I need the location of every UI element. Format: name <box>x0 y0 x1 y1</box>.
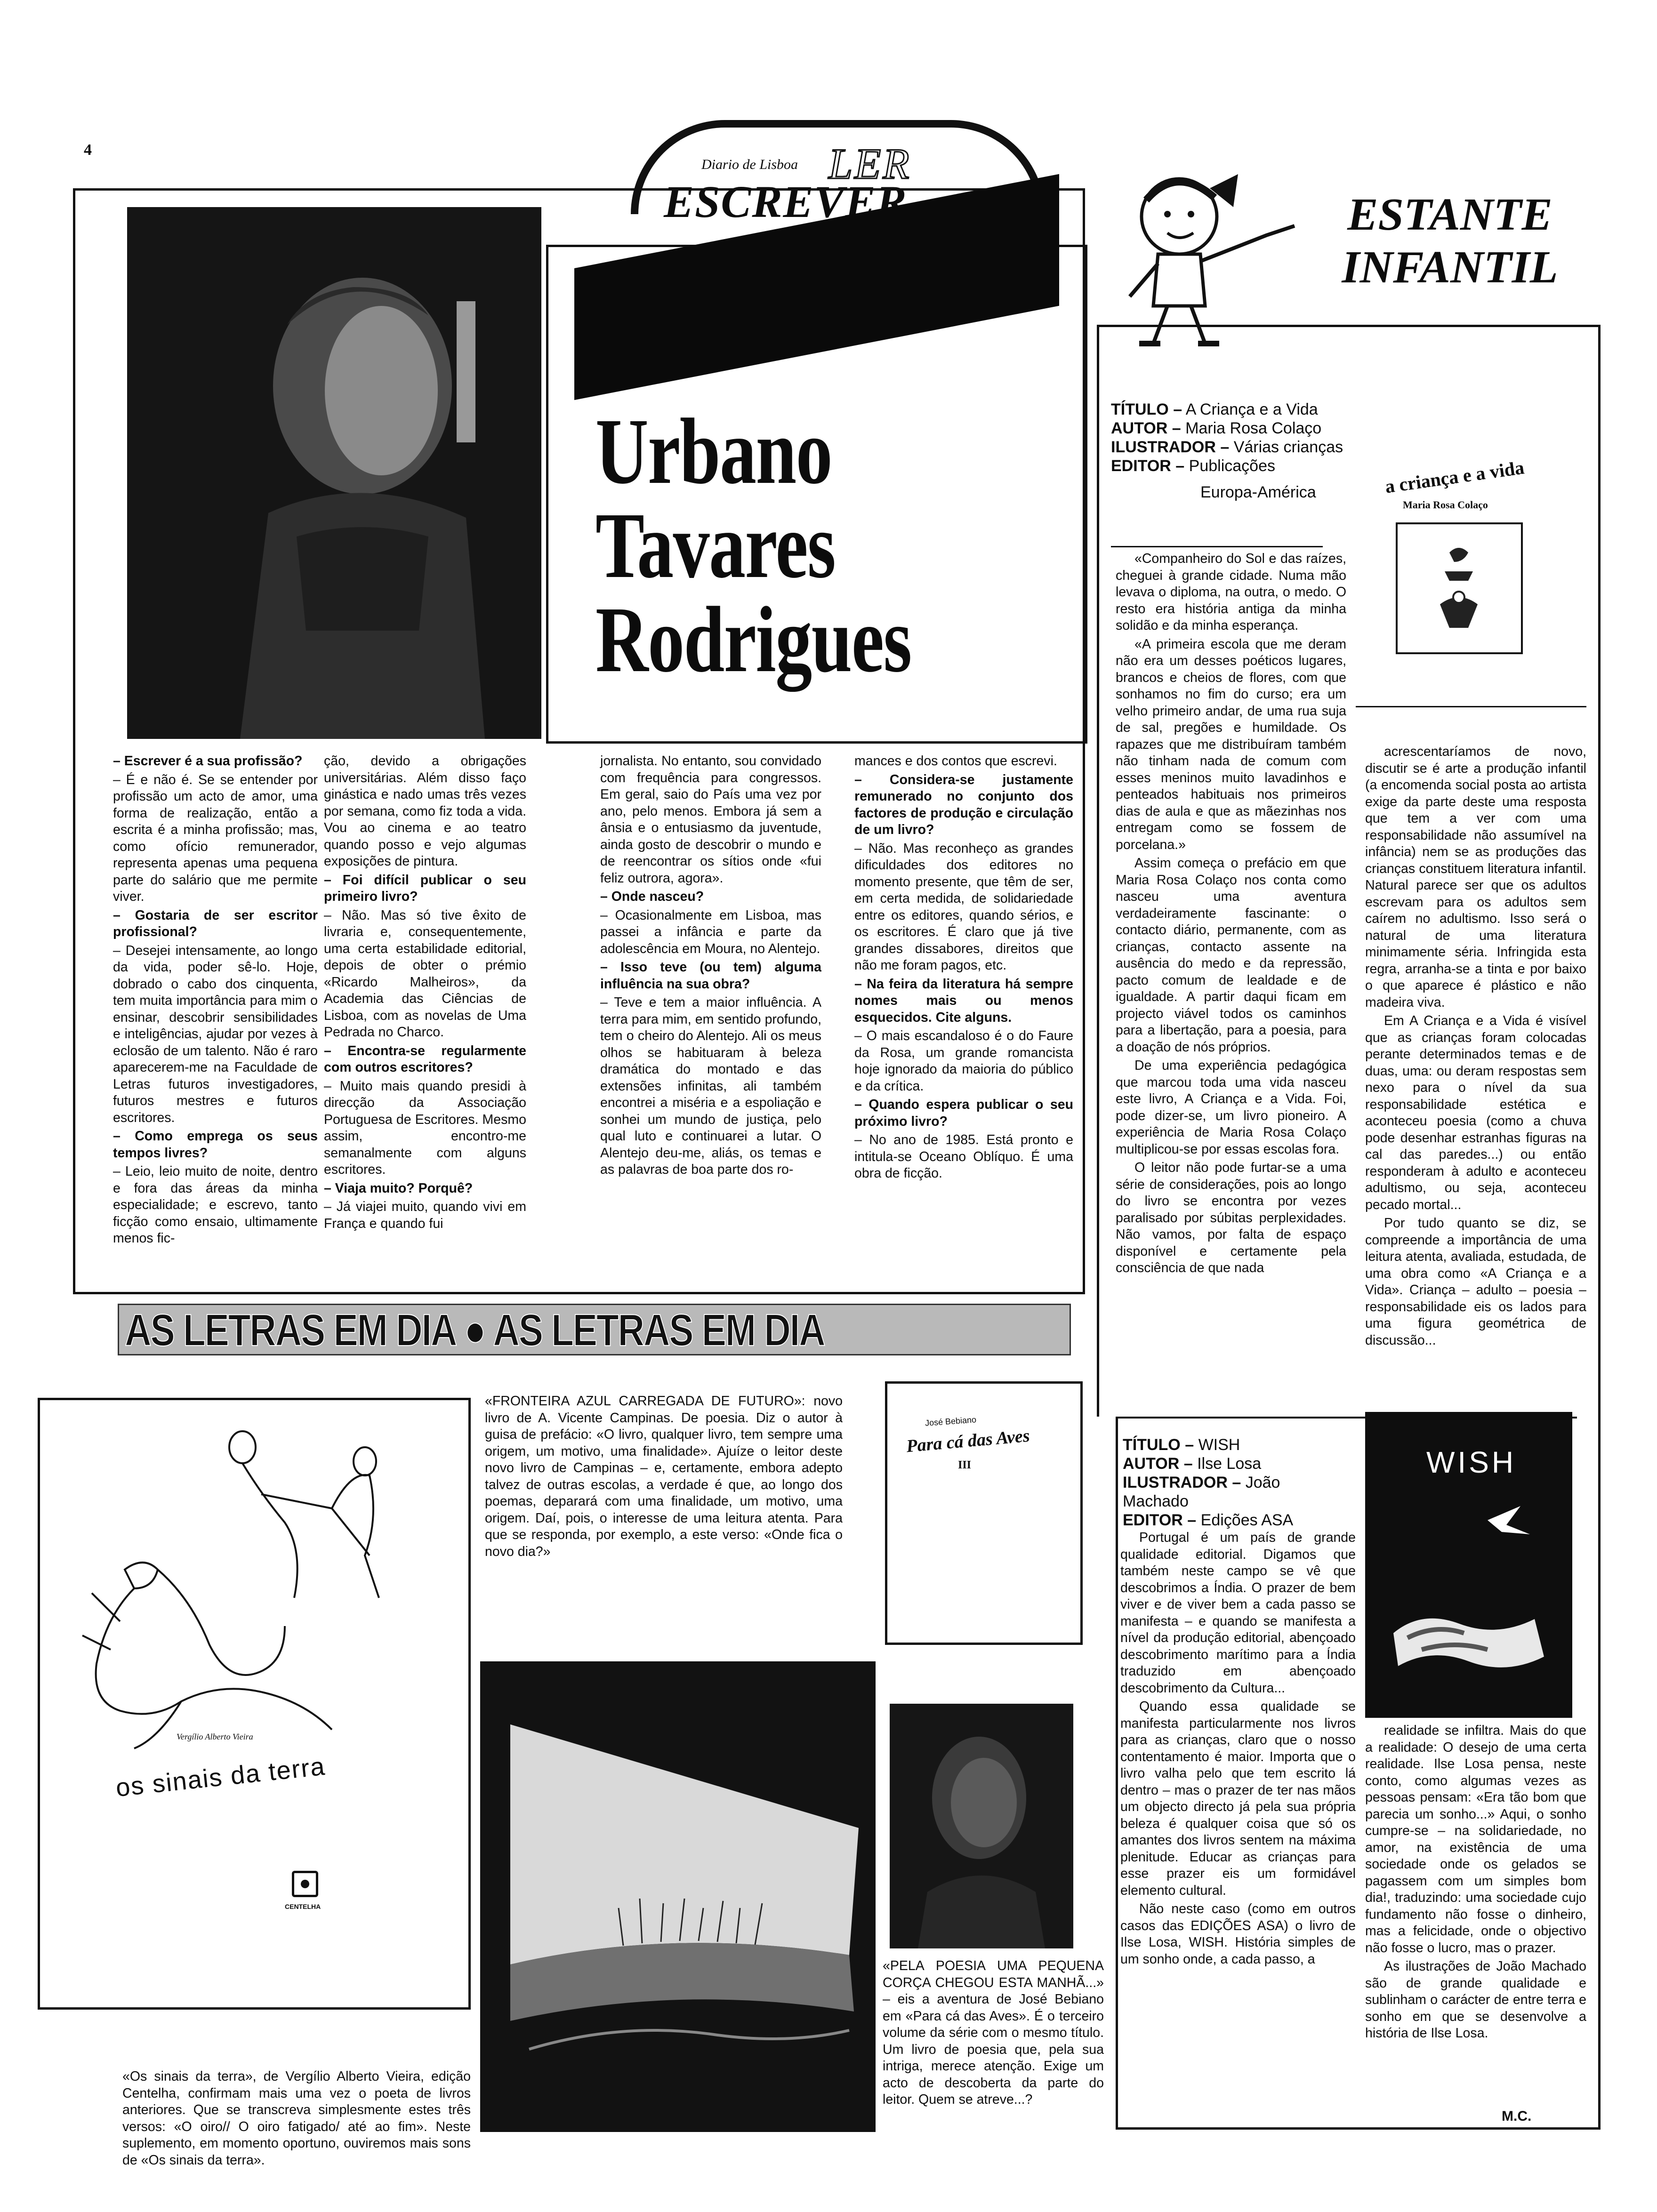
interview-answer: – É e não é. Se se entender por profissão um acto de amor, uma forma de realização, então a escrita é a minha profissão; mas, como ofício remunerador, representa apenas uma pequena parte do salário que me permite viver. <box>113 772 318 904</box>
review-paragraph: De uma experiência pedagógica que marcou toda uma vida nasceu este livro, A Criança e a Vida. Foi, pode dizer-se, um livro pioneiro. A experiência de Maria Rosa Colaço multiplicou-se por essas escolas fora. <box>1116 1058 1346 1157</box>
interview-answer: – Teve e tem a maior influência. A terra para mim, em sentido profundo, tem o cheiro do Alentejo. Ali os meus olhos se habituaram à beleza dramática do montado e das extensões infinitas, ali também encontrei a miséria e a espoliação e sonhei um mundo de justiça, pelo qual luto e continuarei a lutar. O Alentejo deu-me, aliás, os temas e as palavras de boa parte dos ro- <box>600 995 821 1177</box>
book2-titulo-label: TÍTULO – <box>1123 1436 1194 1454</box>
review-paragraph: Por tudo quanto se diz, se compreende a importância de uma leitura atenta, avaliada, estudada, de uma obra como «A Criança e a Vida». Criança – adulto – poesia – responsabilidade eis os lados para uma figura geométrica de discussão... <box>1365 1216 1586 1348</box>
interview-answer: – Não. Mas reconheço as grandes dificuldades dos editores no momento presente, que têm de ser, em certa medida, de solidariedade entre os editores, quando sérios, e os escritores. É claro que já tive grandes dissabores, direitos que não me foram pagos, etc. <box>854 841 1073 973</box>
fronteira-text: «FRONTEIRA AZUL CARREGADA DE FUTURO»: novo livro de A. Vicente Campinas. De poesia. Diz o autor à guisa de prefácio: «O livro, qualquer livro, tem sempre uma origem, um motivo, uma finalidade». Ajuíze o leitor deste novo livro de Campinas – e, certamente, embora adepto talvez de outras escolas, a verdade é que, ao longo dos poemas, deparará com uma finalidade, um motivo, uma origem. Daí, pois, o interesse de uma leitura atenta. Para que se responda, por exemplo, a este verso: «Onde fica o novo dia?» <box>485 1394 843 1559</box>
book1-editor: Publicações <box>1189 457 1275 475</box>
book2-rule-left <box>1116 1417 1118 2130</box>
estante-title-line1: ESTANTE <box>1347 189 1552 240</box>
review-paragraph: Portugal é um país de grande qualidade editorial. Digamos que também neste campo se vê que descobrimos a Índia. O prazer de bem viver e de viver bem a cada passo se manifesta – e quando se manifesta a nível da produção editorial, abençoado descobrimento marítimo para a Índia traduzido em abençoado descobrimento da Cultura... <box>1120 1530 1356 1696</box>
estante-title <box>1318 188 1582 294</box>
interview-question: – Como emprega os seus tempos livres? <box>113 1129 318 1161</box>
interview-title-line1: Urbano <box>595 400 832 504</box>
book2-editor: Edições ASA <box>1200 1511 1294 1529</box>
book1-cover-title: a criança e a vida <box>1384 457 1526 497</box>
book1-cover-author: Maria Rosa Colaço <box>1403 499 1488 511</box>
interview-column-4 <box>854 753 1073 1184</box>
book1-rule <box>1111 546 1323 547</box>
aves-cover-author: José Bebiano <box>925 1415 977 1428</box>
interview-question: – Escrever é a sua profissão? <box>113 753 303 769</box>
masthead-ler: LER <box>828 140 911 188</box>
review-paragraph: «A primeira escola que me deram não era um desses poéticos lugares, brancos e cheios de flores, com que sonhamos no fim do curso; era um velho primeiro andar, de uma rua suja de sal, pregões e humildade. Os rapazes que me distribuíram também não tinham nada de comum com esses meninos muito lavadinhos e penteados habituais nos primeiros dias de aula e que as mãezinhas nos entregam como se fossem de porcelana.» <box>1116 636 1346 852</box>
estante-rule-top <box>1097 325 1601 327</box>
sinais-text: «Os sinais da terra», de Vergílio Alberto Vieira, edição Centelha, confirmam mais uma vez o poeta de livros anteriores. Que se transcreva simplesmente estes três versos: «O oiro// O oiro fatigado/ até ao fim». Neste suplemento, em momento oportuno, ouviremos mais sons de «Os sinais da terra». <box>122 2069 471 2168</box>
interview-question: – Onde nasceu? <box>600 889 704 904</box>
interview-answer: – No ano de 1985. Está pronto e intitula-se Oceano Oblíquo. É uma obra de ficção. <box>854 1132 1073 1181</box>
pela-poesia-text: «PELA POESIA UMA PEQUENA CORÇA CHEGOU ESTA MANHÃ...» – eis a aventura de José Bebiano em «Para cá das Aves». É o terceiro volume da série com o mesmo título. Um livro de poesia que, pela sua intriga, merece atenção. Exige um acto de descoberta da parte do leitor. Quem se atreve...? <box>883 1958 1104 2107</box>
book1-editor-label: EDITOR – <box>1111 457 1185 475</box>
interview-question: – Considera-se justamente remunerado no conjunto dos factores de produção e circulação de um livro? <box>854 772 1073 837</box>
masthead-publication: Diario de Lisboa <box>701 157 798 172</box>
interview-question: – Gostaria de ser escritor profissional? <box>113 907 318 939</box>
child-mascot-illustration <box>1102 155 1299 353</box>
interview-column-3 <box>600 753 821 1180</box>
book1-titulo: A Criança e a Vida <box>1185 401 1318 418</box>
interview-title-line3: Rodrigues <box>595 588 911 692</box>
interview-column-2 <box>324 753 526 1234</box>
interview-column-1 <box>113 753 318 1249</box>
book2-editor-label: EDITOR – <box>1123 1511 1197 1529</box>
interview-answer: – O mais escandaloso é o do Faure da Rosa, um grande romancista hoje ignorado da maioria do público e da crítica. <box>854 1028 1073 1094</box>
review-paragraph: Assim começa o prefácio em que Maria Rosa Colaço nos conta como nasceu uma aventura verdadeiramente fascinante: o contacto diário, permanente, com as crianças, contacto assente na ausência do medo e da repressão, pacto comum de lealdade e de igualdade. A partir daqui ficam em projecto viável todos os caminhos para a libertação, para a poesia, para a doação de nós próprios. <box>1116 856 1346 1055</box>
interview-answer: – Muito mais quando presidi à direcção da Associação Portuguesa de Escritores. Mesmo assim, encontro-me semanalmente com alguns escritores. <box>324 1078 526 1177</box>
book2-signature: M.C. <box>1502 2108 1532 2124</box>
aves-cover-title: Para cá das Aves <box>905 1426 1031 1457</box>
masthead-escrever: ESCREVER <box>664 176 908 227</box>
book1-cover-image <box>1396 522 1523 654</box>
book2-cover <box>1365 1412 1572 1718</box>
book1-cover <box>1351 457 1553 692</box>
book2-text-column-1 <box>1120 1530 1356 1970</box>
book2-metadata <box>1123 1435 1320 1530</box>
interview-answer: mances e dos contos que escrevi. <box>854 753 1057 769</box>
book2-autor-label: AUTOR – <box>1123 1455 1193 1473</box>
review-paragraph: acrescentaríamos de novo, discutir se é arte a produção infantil (a encomenda social posta ao artista exige da parte deste uma resposta que tem a ver com uma responsabilidade não assumível na infância) nem se as produções das crianças constituem literatura infantil. Natural parece ser que os adultos escrevam para os adultos sem caírem no adultismo. Isso será o natural de uma literatura minimamente séria. Infringida esta regra, arranha-se a tinta e por baixo o que aparece é plástico e não madeira viva. <box>1365 744 1586 1010</box>
book1-text-column-1 <box>1116 551 1346 1279</box>
book2-ilustrador-label: ILUSTRADOR – <box>1123 1474 1241 1491</box>
review-paragraph: realidade se infiltra. Mais do que a realidade: O desejo de uma certa realidade. Ilse Losa pensa, neste conto, como algumas vezes as pessoas pensam: «Era tão bom que parecia um sonho...» Aqui, o sonho cumpre-se – na solidariedade, no amor, na existência de uma sociedade onde os gelados se pagassem com um simples bom dia!, traduzindo: uma sociedade cujo fundamento não fosse o dinheiro, mas a felicidade, onde o objectivo não fosse o lucro, mas o prazer. <box>1365 1723 1586 1956</box>
aves-cover-vol: III <box>958 1459 972 1471</box>
interview-answer: – Já viajei muito, quando vivi em França e quando fui <box>324 1199 526 1231</box>
book1-editor2: Europa-América <box>1200 483 1316 501</box>
book1-column-rule <box>1356 706 1586 707</box>
aves-cover <box>885 1381 1083 1645</box>
interview-answer: jornalista. No entanto, sou convidado com frequência para congressos. Em geral, saio do País uma vez por ano, pelo menos. Embora já sem a ânsia e o entusiasmo da juventude, ainda gosto de descobrir o mundo e de reencontrar os sítios onde «fui feliz outrora, agora». <box>600 753 821 886</box>
interview-question: – Isso teve (ou tem) alguma influência na sua obra? <box>600 960 821 992</box>
review-paragraph: Quando essa qualidade se manifesta particularmente nos livros para as crianças, claro que o nosso contentamento é maior. Importa que o livro valha pelo que tem escrito lá dentro – mas o prazer de ter nas mãos um objecto directo já pela sua própria beleza é qualquer coisa que só os amantes dos livros sentem na máxima plenitude. Educar as crianças para esse prazer eis um formidável elemento cultural. <box>1120 1699 1356 1898</box>
estante-rule-right <box>1598 325 1601 2127</box>
book1-ilustrador: Várias crianças <box>1233 438 1343 456</box>
book2-autor: Ilse Losa <box>1197 1455 1262 1473</box>
book2-cover-drawing <box>1365 1412 1572 1718</box>
interview-question: – Quando espera publicar o seu próximo livro? <box>854 1097 1073 1129</box>
review-paragraph: «Companheiro do Sol e das raízes, cheguei à grande cidade. Numa mão levava o diploma, na outra, o medo. O resto era história antiga da minha solidão e da minha esperança. <box>1116 551 1346 633</box>
interview-question: – Viaja muito? Porquê? <box>324 1180 473 1196</box>
estante-rule-left <box>1097 325 1099 1417</box>
letras-banner-text: AS LETRAS EM DIA ● AS LETRAS EM DIA <box>125 1305 825 1355</box>
review-paragraph: Não neste caso (como em outros casos das EDIÇÕES ASA) o livro de Ilse Losa, WISH. História simples de um sonho onde, a cada passo, a <box>1120 1901 1356 1967</box>
book1-cover-drawing <box>1398 524 1521 652</box>
book2-cover-title: WISH <box>1426 1445 1517 1479</box>
estante-title-line2: INFANTIL <box>1342 242 1558 293</box>
book2-ilustrador: João Machado <box>1123 1474 1280 1510</box>
page-number: 4 <box>84 141 92 159</box>
book2-rule-bottom <box>1116 2127 1601 2130</box>
interview-question: – Encontra-se regularmente com outros escritores? <box>324 1043 526 1075</box>
book1-ilustrador-label: ILUSTRADOR – <box>1111 438 1230 456</box>
bebiano-portrait-drawing <box>890 1704 1073 1948</box>
interview-title-line2: Tavares <box>595 494 836 598</box>
landscape-image-drawing <box>482 1663 874 2130</box>
review-paragraph: O leitor não pode furtar-se a uma série de considerações, pois ao longo do livro se encontra por vezes paralisado por súbitas perplexidades. Não vamos, por falta de espaço disponível e certamente pela consciência de que nada <box>1116 1160 1346 1275</box>
book2-titulo: WISH <box>1198 1436 1240 1454</box>
interview-answer: – Desejei intensamente, ao longo da vida, poder sê-lo. Hoje, dobrado o cabo dos cinquenta, tem muita importância para mim o ensinar, descobrir sensibilidades e inteligências, ajudar por vezes à eclosão de um talento. Não é raro aparecerem-me na Faculdade de Letras futuros investigadores, futuros mestres e futuros escritores. <box>113 943 318 1125</box>
interview-answer: – Ocasionalmente em Lisboa, mas passei a infância e parte da adolescência em Moura, no Alentejo. <box>600 907 821 956</box>
book2-text-column-2 <box>1365 1723 1586 2044</box>
interview-title <box>595 400 911 692</box>
book1-titulo-label: TÍTULO – <box>1111 401 1182 418</box>
review-paragraph: As ilustrações de João Machado são de grande qualidade e sublinham o carácter de entre terra e sonho em que se desenvolve a história de Ilse Losa. <box>1365 1959 1586 2041</box>
interview-question: – Na feira da literatura há sempre nomes mais ou menos esquecidos. Cite alguns. <box>854 976 1073 1025</box>
book1-autor-label: AUTOR – <box>1111 419 1181 437</box>
interview-answer: – Leio, leio muito de noite, dentro e fora das áreas da minha especialidade; e escrevo, tanto ficção como ensaio, ultimamente menos fic- <box>113 1164 318 1246</box>
centelha-logo-icon <box>292 1871 318 1897</box>
sinais-cover-drawing <box>40 1400 468 2007</box>
sinais-cover-publisher: CENTELHA <box>285 1903 321 1910</box>
letras-banner <box>118 1304 1071 1355</box>
sinais-cover-author: Vergílio Alberto Vieira <box>177 1732 253 1741</box>
interview-question: – Foi difícil publicar o seu primeiro livro? <box>324 872 526 904</box>
bebiano-photo <box>890 1704 1073 1948</box>
book1-text-column-2 <box>1365 744 1586 1351</box>
interview-answer: ção, devido a obrigações universitárias. Além disso faço ginástica e nado umas três vezes por semana, como fiz toda a vida. Vou ao cinema e ao teatro quando posso e vejo algumas exposições de pintura. <box>324 753 526 869</box>
book1-autor: Maria Rosa Colaço <box>1185 419 1322 437</box>
sinais-cover <box>38 1398 471 2010</box>
review-paragraph: Em A Criança e a Vida é visível que as crianças foram colocadas perante determinados temas e de duas, uma: ou deram respostas sem nexo para o nível da sua responsabilidade estética e aconteceu poesia (como a chuva pode desenhar estranhas figuras na cal das paredes...) ou então responderam à adulto e aconteceu adultismo, ou seja, aconteceu pecado mortal... <box>1365 1013 1586 1212</box>
interview-answer: – Não. Mas só tive êxito de livraria e, consequentemente, uma certa estabilidade editorial, depois de obter o prémio «Ricardo Malheiros», da Academia das Ciências de Lisboa, com as novelas de Uma Pedrada no Charco. <box>324 907 526 1040</box>
landscape-image <box>480 1661 876 2132</box>
sinais-cover-title: os sinais da terra <box>114 1752 327 1803</box>
